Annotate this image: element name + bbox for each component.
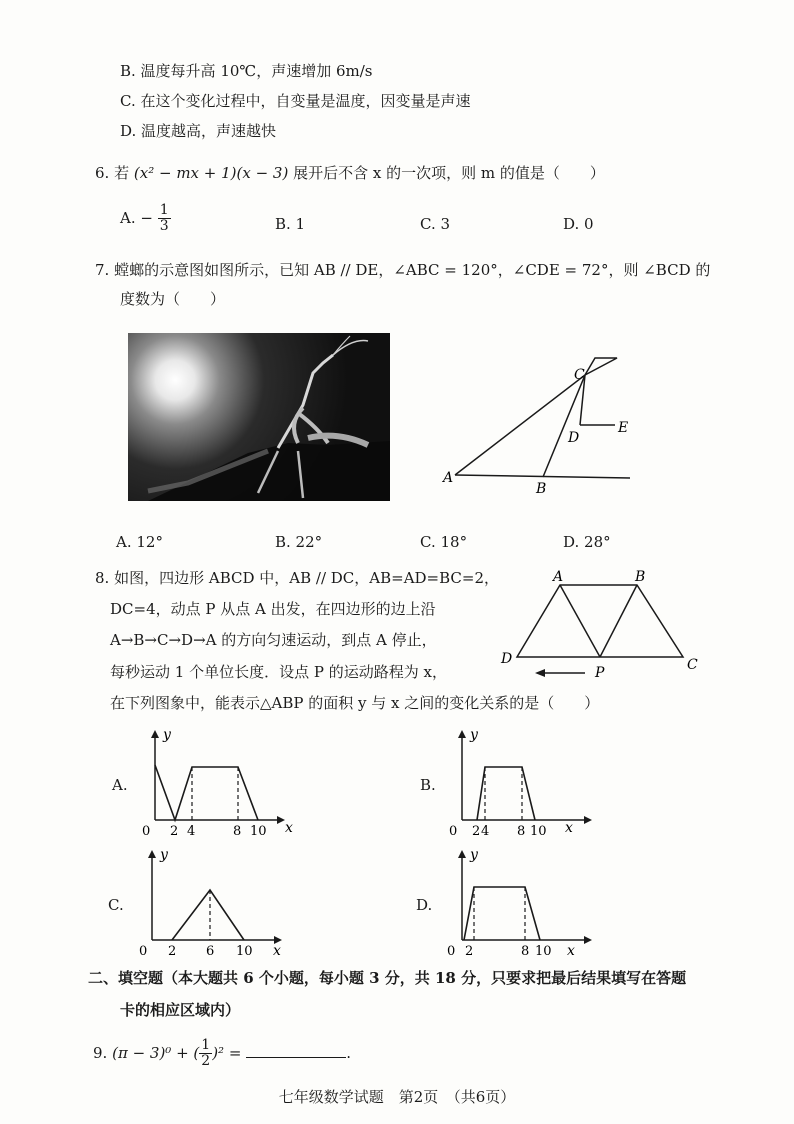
q8-number: 8. xyxy=(95,569,110,587)
label-e: E xyxy=(618,420,629,436)
graph-c-tick: 6 xyxy=(206,944,215,959)
x-arrow-icon xyxy=(584,816,592,824)
graph-d-tick: 2 xyxy=(465,944,474,959)
graph-b-tick: 10 xyxy=(530,824,547,839)
graph-c xyxy=(127,845,297,960)
graph-d-x-label: x xyxy=(567,943,575,959)
graph-d-tick: 8 xyxy=(521,944,530,959)
q8-line1-text: 如图，四边形 ABCD 中，AB // DC，AB=AD=BC=2， xyxy=(114,569,500,587)
graph-c-tick: 2 xyxy=(168,944,177,959)
q7-option-d: D. 28° xyxy=(563,533,611,551)
label-d: D xyxy=(568,430,580,446)
q6-expression: (x² − mx + 1)(x − 3) xyxy=(133,164,289,182)
q8-stem-line1 xyxy=(95,567,499,588)
graph-d-y-label: y xyxy=(470,847,478,863)
trap-label-a: A xyxy=(553,569,564,585)
segment-bp xyxy=(600,585,637,657)
graph-d-tick: 0 xyxy=(447,944,456,959)
graph-a-tick: 2 xyxy=(170,824,179,839)
trap-label-d: D xyxy=(501,651,513,667)
section-2-header-line1: 二、填空题（本大题共 6 个小题，每小题 3 分，共 18 分，只要求把最后结果填写在答题 xyxy=(88,969,687,987)
trap-label-p: P xyxy=(595,665,605,680)
graph-b-x-label: x xyxy=(565,820,573,836)
q7-geometry-figure xyxy=(435,350,645,495)
graph-c-tick: 10 xyxy=(236,944,253,959)
graph-a-x-label: x xyxy=(285,820,293,836)
q9-fraction: $\frac{1}{2}$ xyxy=(201,1037,211,1070)
graph-d-label: D. xyxy=(416,896,433,914)
graph-b-y-label: y xyxy=(470,727,478,743)
trap-label-c: C xyxy=(687,657,698,673)
q7-option-b: B. 22° xyxy=(275,533,323,551)
q6-stem-pre: 若 xyxy=(114,164,130,182)
q6-option-a-fraction: $\frac{1}{3}$ xyxy=(159,202,169,235)
q6-option-c: C. 3 xyxy=(420,215,451,233)
arrow-head-icon xyxy=(535,669,545,677)
q7-line1-text: 螳螂的示意图如图所示，已知 AB // DE，∠ABC = 120°，∠CDE = 72°，则 ∠BCD 的 xyxy=(114,261,711,279)
mantis-photo xyxy=(128,333,390,501)
trapezoid-abcd xyxy=(517,585,683,657)
y-arrow-icon xyxy=(458,730,466,738)
q6-option-a-sign: − xyxy=(140,208,153,227)
q6-stem xyxy=(95,162,605,183)
q7-option-a: A. 12° xyxy=(116,533,163,551)
section-2-header-line2: 卡的相应区域内） xyxy=(120,1001,241,1019)
q6-option-b: B. 1 xyxy=(275,215,306,233)
graph-a-tick: 4 xyxy=(187,824,196,839)
q9-stem xyxy=(93,1038,351,1070)
y-arrow-icon xyxy=(148,850,156,858)
q9-number: 9. xyxy=(93,1043,108,1062)
q9-answer-blank[interactable] xyxy=(246,1043,346,1058)
y-arrow-icon xyxy=(151,730,159,738)
trap-label-b: B xyxy=(635,569,646,585)
q6-option-a-label: A. xyxy=(120,208,136,227)
graph-d xyxy=(437,845,607,960)
graph-a-tick: 0 xyxy=(142,824,151,839)
q8-stem-line4: 每秒运动 1 个单位长度．设点 P 的运动路程为 x， xyxy=(110,663,447,681)
q8-stem-line5: 在下列图象中，能表示△ABP 的面积 y 与 x 之间的变化关系的是（ ） xyxy=(110,694,600,712)
graph-c-label: C. xyxy=(108,896,124,914)
q6-option-d: D. 0 xyxy=(563,215,594,233)
line-ac xyxy=(455,375,585,475)
label-a: A xyxy=(443,470,454,486)
graph-b-tick: 8 xyxy=(517,824,526,839)
x-arrow-icon xyxy=(584,936,592,944)
q8-trapezoid-figure xyxy=(495,565,705,680)
graph-b-label: B. xyxy=(420,776,436,794)
page-footer: 七年级数学试题 第2页 （共6页） xyxy=(278,1088,516,1106)
q9-end-period: . xyxy=(346,1043,351,1062)
mantis-head-triangle xyxy=(585,358,617,375)
graph-c-y-label: y xyxy=(160,847,168,863)
q6-number: 6. xyxy=(95,164,110,182)
y-arrow-icon xyxy=(458,850,466,858)
q5-option-b: B. 温度每升高 10℃，声速增加 6m/s xyxy=(120,62,373,80)
q5-option-d: D. 温度越高，声速越快 xyxy=(120,122,277,140)
graph-b-tick: 4 xyxy=(481,824,490,839)
label-b: B xyxy=(536,481,547,495)
graph-c-tick: 0 xyxy=(139,944,148,959)
graph-b xyxy=(437,725,607,840)
graph-b-tick: 0 xyxy=(449,824,458,839)
q8-stem-line3: A→B→C→D→A 的方向匀速运动，到点 A 停止， xyxy=(110,631,437,649)
graph-a-tick: 10 xyxy=(250,824,267,839)
q5-option-c: C. 在这个变化过程中，自变量是温度，因变量是声速 xyxy=(120,92,471,110)
q9-expression-post: )² = xyxy=(212,1043,242,1062)
graph-d-tick: 10 xyxy=(535,944,552,959)
graph-a xyxy=(130,725,300,840)
graph-a-tick: 8 xyxy=(233,824,242,839)
x-arrow-icon xyxy=(277,816,285,824)
q6-option-a xyxy=(120,203,171,235)
q8-stem-line2: DC=4，动点 P 从点 A 出发，在四边形的边上沿 xyxy=(110,600,436,618)
q7-stem-line1 xyxy=(95,259,710,280)
graph-a-label: A. xyxy=(112,776,128,794)
q6-stem-post: 展开后不含 x 的一次项，则 m 的值是（ ） xyxy=(293,164,605,182)
label-c: C xyxy=(574,367,585,383)
segment-ap xyxy=(560,585,600,657)
q7-stem-line2: 度数为（ ） xyxy=(120,290,226,308)
q7-number: 7. xyxy=(95,261,110,279)
q7-option-c: C. 18° xyxy=(420,533,468,551)
graph-c-x-label: x xyxy=(273,943,281,959)
q9-expression-pre: (π − 3)⁰ + ( xyxy=(112,1043,200,1062)
graph-b-tick: 2 xyxy=(472,824,481,839)
graph-a-y-label: y xyxy=(163,727,171,743)
mantis-silhouette xyxy=(128,333,390,501)
